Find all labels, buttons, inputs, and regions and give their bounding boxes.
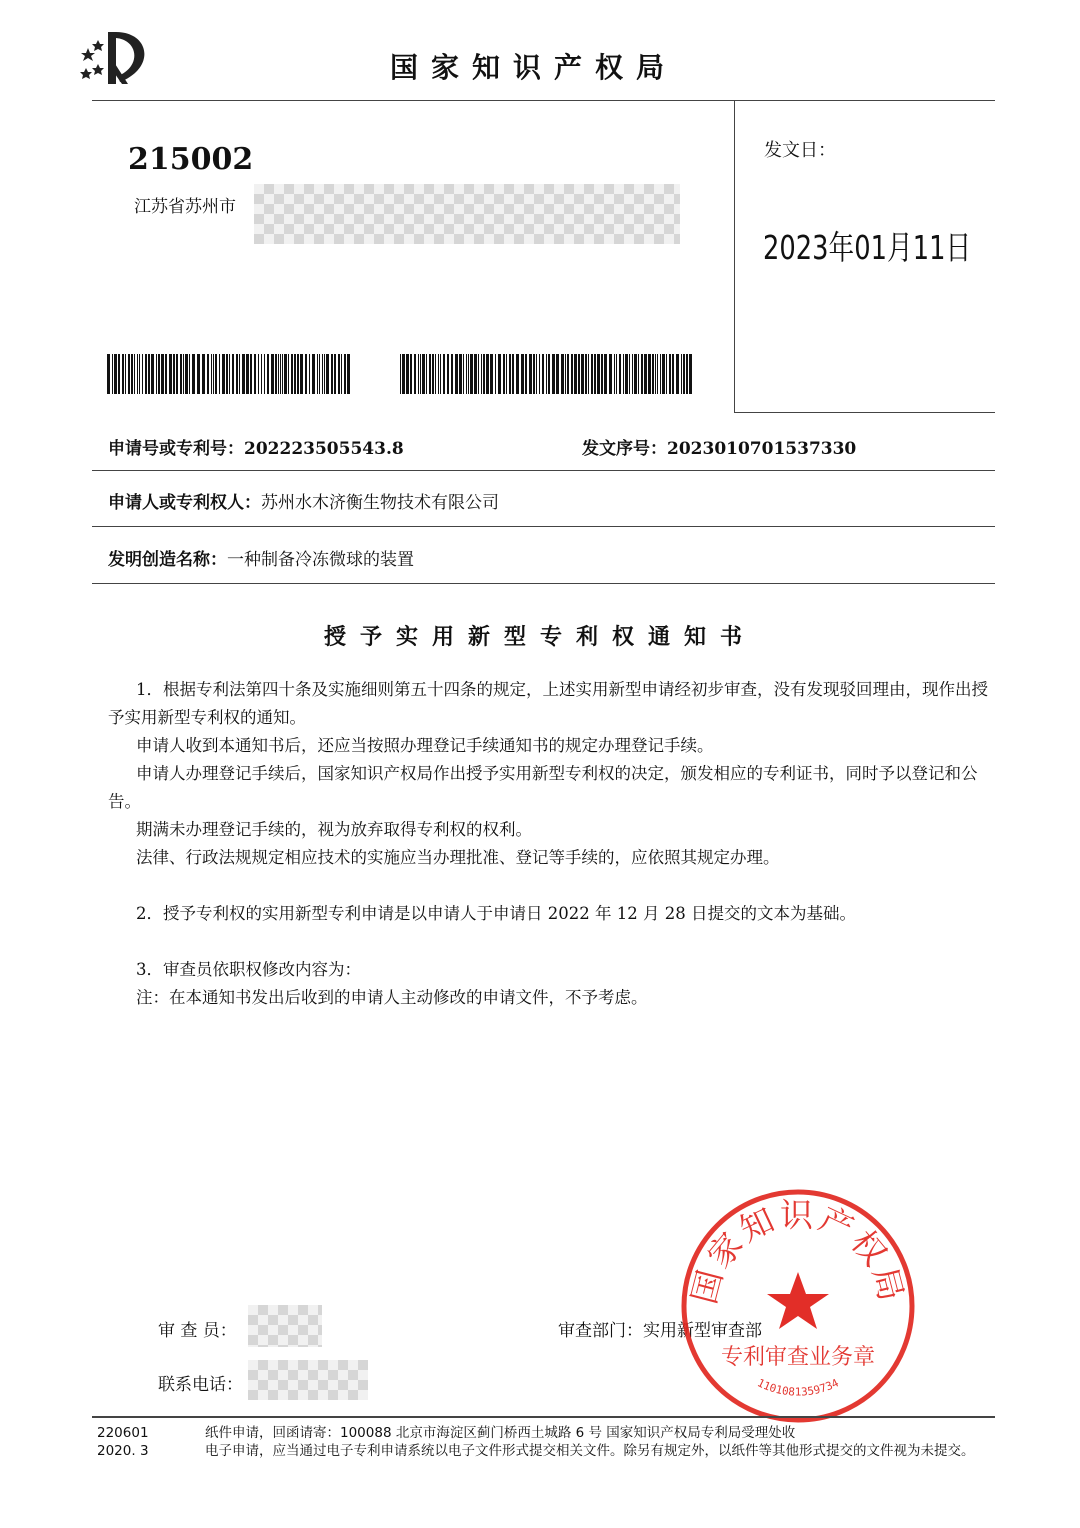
form-version: 2020. 3 [97, 1443, 149, 1459]
date-box-divider [734, 101, 735, 413]
send-date-label: 发文日： [764, 140, 836, 161]
redacted-phone [248, 1360, 368, 1400]
dept: 实用新型审查部 [643, 1321, 762, 1341]
cnipa-logo-icon [78, 28, 158, 86]
paragraph-3: 申请人办理登记手续后，国家知识产权局作出授予实用新型专利权的决定，颁发相应的专利证书，同时予以登记和公告。 [108, 764, 978, 811]
svg-text:国家知识产权局: 国家知识产权局 [684, 1195, 912, 1308]
notice-body-3 [108, 956, 998, 1012]
paragraph-4: 期满未办理登记手续的，视为放弃取得专利权的权利。 [136, 820, 532, 839]
footer-notes [205, 1424, 1005, 1460]
paragraph-1: 1．根据专利法第四十条及实施细则第五十四条的规定，上述实用新型申请经初步审查，没有发现驳回理由，现作出授予实用新型专利权的通知。 [108, 680, 988, 727]
phone-label: 联系电话： [158, 1375, 243, 1395]
address-city: 江苏省苏州市 [134, 197, 236, 217]
footer-line-1: 纸件申请，回函请寄：100088 北京市海淀区蓟门桥西土城路 6 号 国家知识产权局专利局受理处收 [205, 1425, 796, 1441]
postcode: 215002 [128, 142, 254, 177]
row-rule-3 [92, 583, 995, 584]
send-date: 2023年01月11日 [763, 228, 972, 267]
barcode-2 [400, 354, 693, 394]
official-seal [678, 1186, 918, 1426]
doc-no-label: 发文序号： [582, 439, 667, 459]
notice-title: 授予实用新型专利权通知书 [323, 625, 756, 650]
barcode-1 [107, 354, 352, 394]
svg-text:1101081359734: 1101081359734 [755, 1376, 841, 1399]
paragraph-2: 申请人收到本通知书后，还应当按照办理登记手续通知书的规定办理登记手续。 [136, 736, 714, 755]
redacted-address [254, 184, 680, 244]
examiner-label: 审 查 员： [158, 1321, 237, 1341]
notice-body-2 [108, 900, 998, 928]
app-no: 202223505543.8 [244, 439, 404, 459]
header-rule [92, 100, 995, 101]
doc-no: 2023010701537330 [667, 439, 857, 459]
row-rule-1 [92, 470, 995, 471]
row-rule-2 [92, 526, 995, 527]
paragraph-5: 法律、行政法规规定相应技术的实施应当办理批准、登记等手续的，应依照其规定办理。 [136, 848, 780, 867]
applicant: 苏州水木济衡生物技术有限公司 [261, 493, 499, 513]
footer-line-2: 电子申请，应当通过电子专利申请系统以电子文件形式提交相关文件。除另有规定外，以纸件等其他形式提交的文件视为未提交。 [205, 1443, 975, 1459]
invention-label: 发明创造名称： [108, 550, 227, 570]
agency-name: 国家知识产权局 [390, 51, 678, 84]
form-no: 220601 [97, 1425, 149, 1441]
invention-row [108, 545, 414, 570]
paragraph-6: 2．授予专利权的实用新型专利申请是以申请人于申请日 2022 年 12 月 28 日提交的文本为基础。 [136, 904, 856, 923]
footer-rule [92, 1416, 995, 1418]
form-info [97, 1424, 149, 1460]
paragraph-7: 3．审查员依职权修改内容为： [136, 960, 361, 979]
svg-text:专利审查业务章: 专利审查业务章 [720, 1345, 876, 1370]
app-no-label: 申请号或专利号： [108, 439, 244, 459]
paragraph-8: 注：在本通知书发出后收到的申请人主动修改的申请文件，不予考虑。 [136, 988, 648, 1007]
notice-body [108, 676, 998, 872]
app-no-row [108, 434, 404, 459]
applicant-row [108, 488, 499, 513]
doc-no-row [582, 434, 856, 459]
redacted-examiner [248, 1305, 322, 1347]
dept-label: 审查部门： [558, 1321, 643, 1341]
date-box-bottom [734, 412, 995, 413]
applicant-label: 申请人或专利权人： [108, 493, 261, 513]
invention: 一种制备冷冻微球的装置 [227, 550, 414, 570]
